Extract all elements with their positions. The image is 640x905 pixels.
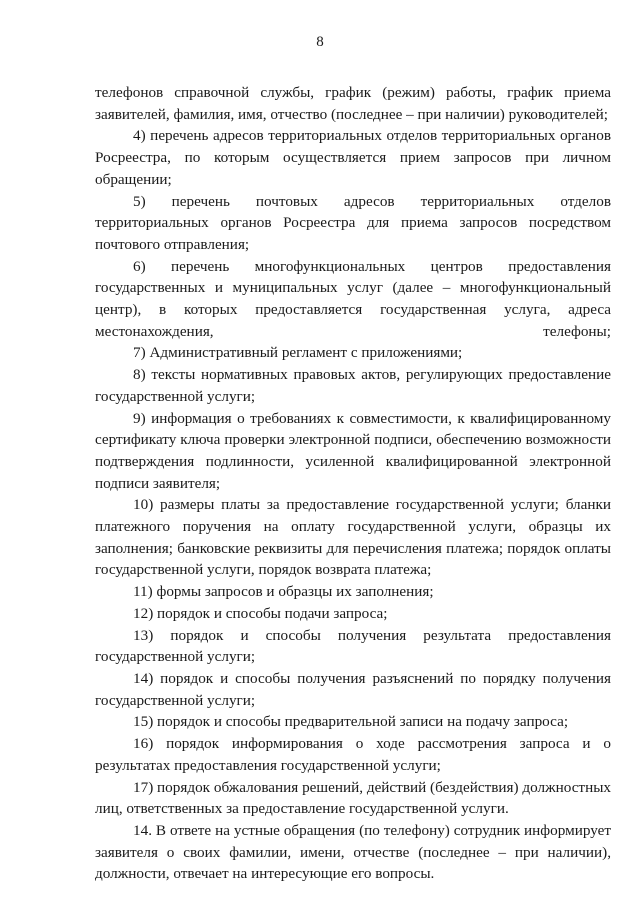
list-item-6: 6) перечень многофункциональных центров предоставления государственных и муниципальных услуг (далее – многофункциональный центр), в которых предоставляется государственная услуга, адреса местонахождения, телефоны; xyxy=(95,257,611,340)
list-item-9: 9) информация о требованиях к совместимости, к квалифицированному сертификату ключа проверки электронной подписи, обеспечению возможности подтверждения подлинности, усиленной квалифицированной электронной подписи заявителя; xyxy=(95,409,611,492)
list-item-8: 8) тексты нормативных правовых актов, регулирующих предоставление государственной услуги; xyxy=(95,366,611,405)
list-item-13: 13) порядок и способы получения результата предоставления государственной услуги; xyxy=(95,626,611,666)
list-item-17: 17) порядок обжалования решений, действий (бездействия) должностных лиц, ответственных за предоставление государственной услуги. xyxy=(95,778,611,818)
list-item-4: 4) перечень адресов территориальных отделов территориальных органов Росреестра, по которым осуществляется прием запросов при личном обращении; xyxy=(95,127,611,188)
list-item-7: 7) Административный регламент с приложениями; xyxy=(133,344,463,362)
list-item-16: 16) порядок информирования о ходе рассмотрения запроса и о результатах предоставления государственной услуги; xyxy=(95,735,611,774)
list-item-15: 15) порядок и способы предварительной записи на подачу запроса; xyxy=(133,713,569,731)
paragraph-continuation: телефонов справочной службы, график (режим) работы, график приема заявителей, фамилия, имя, отчество (последнее – при наличии) руководителей; xyxy=(95,84,611,123)
body-text xyxy=(95,82,611,885)
page-number: 8 xyxy=(316,34,324,50)
clause-14: 14. В ответе на устные обращения (по телефону) сотрудник информирует заявителя о своих фамилии, имени, отчестве (последнее – при наличии), должности, отвечает на интересующие его вопросы. xyxy=(95,821,611,883)
list-item-11: 11) формы запросов и образцы их заполнения; xyxy=(133,583,434,601)
list-item-12: 12) порядок и способы подачи запроса; xyxy=(133,604,388,622)
list-item-10: 10) размеры платы за предоставление государственной услуги; бланки платежного поручения на оплату государственной услуги, образцы их заполнения; банковские реквизиты для перечисления платежа; порядок оплаты государственной услуги, порядок возврата платежа; xyxy=(95,496,611,579)
list-item-14: 14) порядок и способы получения разъяснений по порядку получения государственной услуги; xyxy=(95,669,611,709)
list-item-5: 5) перечень почтовых адресов территориальных отделов территориальных органов Росреестра для приема запросов посредством почтового отправления; xyxy=(95,192,611,253)
